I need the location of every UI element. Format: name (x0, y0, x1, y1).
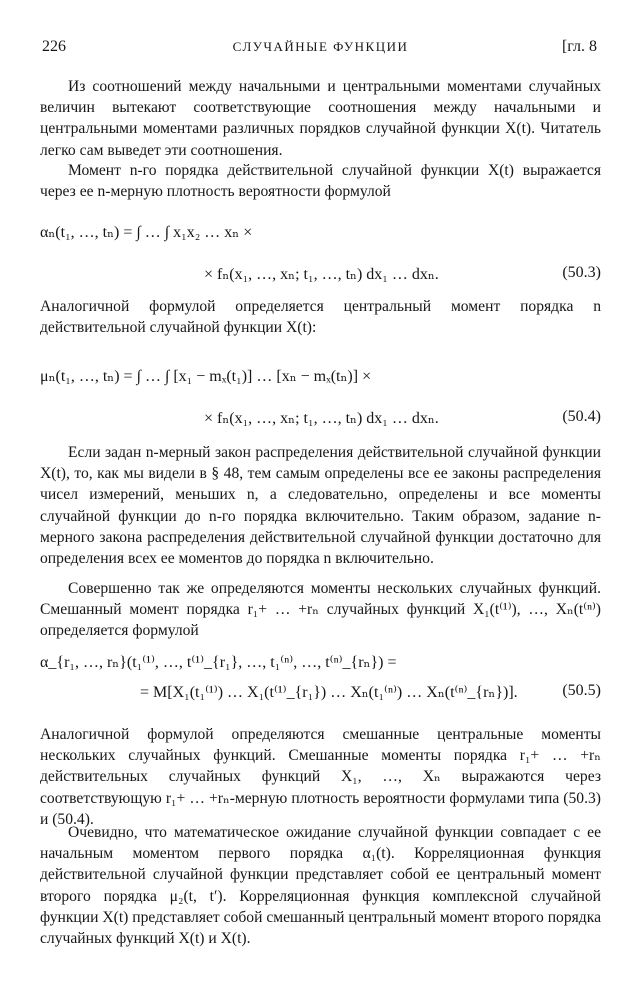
equation-50-3-line-2: × fₙ(x₁, …, xₙ; t₁, …, tₙ) dx₁ … dxₙ. (204, 266, 439, 283)
equation-number: (50.5) (562, 682, 601, 699)
equation-50-5-line-2: = M[X₁(t₁⁽¹⁾) … X₁(t⁽¹⁾_{r₁}) … Xₙ(t₁⁽ⁿ⁾) … Xₙ(t⁽ⁿ⁾_{rₙ})]. (140, 684, 518, 701)
paragraph-7: Очевидно, что математическое ожидание случайной функции совпадает с ее начальным моментом первого порядка α₁(t). Корреляционная функция действительной случайной функции представляет собой ее центральный момент второго порядка μ₂(t, t′). Корреляционная функция комплексной случайной функции X(t) представляет собой смешанный центральный момент второго порядка случайных функций X(t) и X(t). (40, 824, 602, 948)
equation-50-4-line-2: × fₙ(x₁, …, xₙ; t₁, …, tₙ) dx₁ … dxₙ. (204, 410, 439, 427)
running-header (40, 38, 601, 60)
equation-50-5 (40, 648, 601, 720)
paragraph-3: Аналогичной формулой определяется центральный момент порядка n действительной случайной функции X(t): (40, 298, 601, 337)
equation-50-5-line-1: α_{r₁, …, rₙ}(t₁⁽¹⁾, …, t⁽¹⁾_{r₁}, …, t₁⁽ⁿ⁾, …, t⁽ⁿ⁾_{rₙ}) = (40, 654, 397, 671)
page-number: 226 (42, 38, 66, 55)
paragraph-4: Если задан n-мерный закон распределения действительной случайной функции X(t), то, как мы видели в § 48, тем самым определены все ее законы распределения чисел измерений, меньших n, а следовательно, определены и все моменты случайной функции до n-го порядка включительно. Таким образом, задание n-мерного закона распределения действительной случайной функции достаточно для определения всех ее моментов до порядка n включительно. (40, 444, 601, 568)
running-title: СЛУЧАЙНЫЕ ФУНКЦИИ (232, 39, 409, 54)
paragraph-1: Из соотношений между начальными и центральными моментами случайных величин вытекают соответствующие соотношения между начальными и центральными моментами различных порядков случайной функции X(t). Читатель легко сам выведет эти соотношения. (40, 78, 601, 159)
equation-50-3 (40, 212, 601, 292)
equation-number: (50.4) (562, 408, 601, 425)
paragraph-5: Совершенно так же определяются моменты нескольких случайных функций. Смешанный момент порядка r₁+ … +rₙ случайных функций X₁(t⁽¹⁾), …, Xₙ(t⁽ⁿ⁾) определяется формулой (40, 580, 601, 640)
equation-50-4 (40, 352, 601, 436)
equation-number: (50.3) (562, 264, 601, 281)
chapter-label: [гл. 8 (561, 38, 597, 55)
equation-50-3-line-1: αₙ(t₁, …, tₙ) = ∫ … ∫ x₁x₂ … xₙ × (40, 224, 253, 241)
equation-50-4-line-1: μₙ(t₁, …, tₙ) = ∫ … ∫ [x₁ − mₓ(t₁)] … [xₙ − mₓ(tₙ)] × (40, 368, 372, 385)
paragraph-6: Аналогичной формулой определяются смешанные центральные моменты нескольких случайных функций. Смешанные моменты порядка r₁+ … +rₙ действительных случайных функций X₁, …, Xₙ выражаются через соответствующую r₁+ … +rₙ-мерную плотность вероятности формулами типа (50.3) и (50.4). (40, 726, 601, 828)
paragraph-2: Момент n-го порядка действительной случайной функции X(t) выражается через ее n-мерную плотность вероятности формулой (40, 162, 601, 201)
